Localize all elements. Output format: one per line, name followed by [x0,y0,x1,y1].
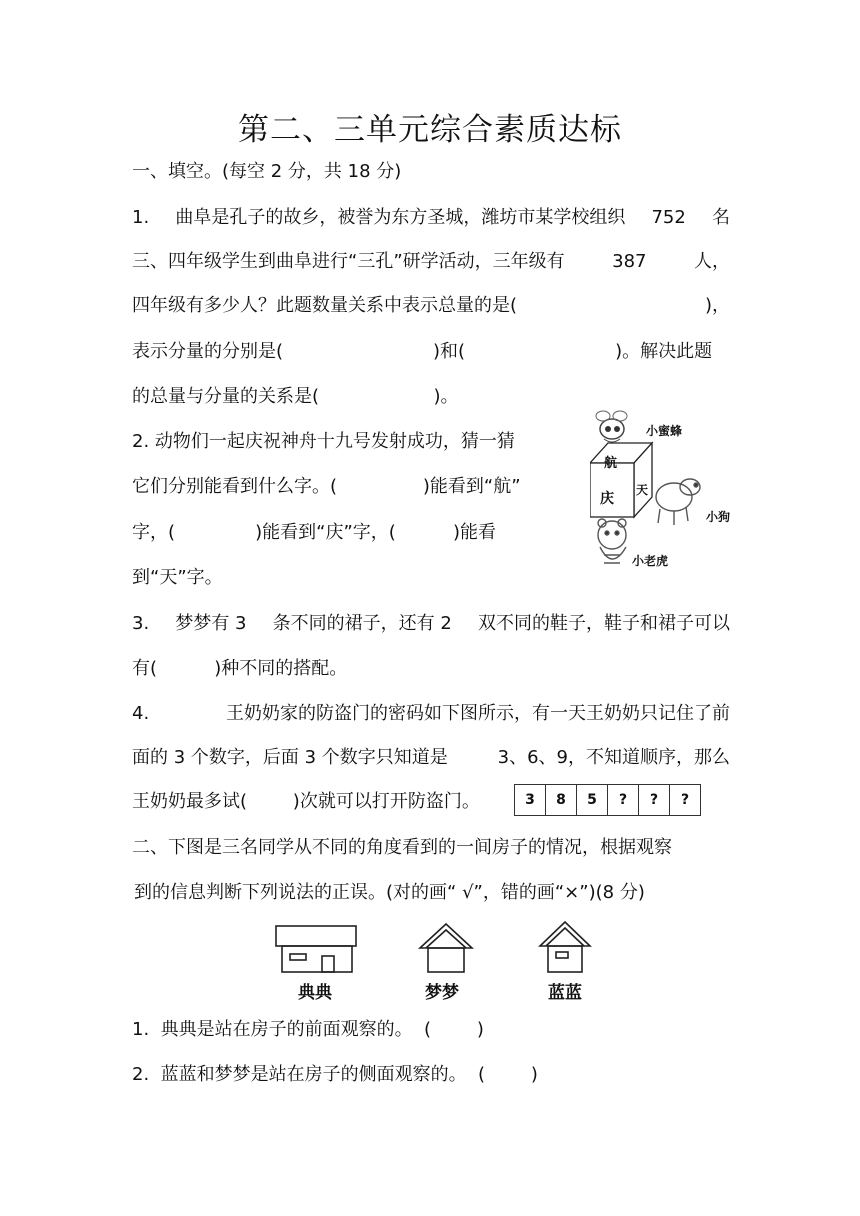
code-digit: 5 [577,785,608,815]
code-digit: 3 [515,785,546,815]
text: 3、6、9，不知道顺序，那么 [497,747,730,768]
q1-line3 [132,294,730,318]
text: )， [704,295,730,316]
house-side-icon-2 [540,922,590,972]
q3-line2: 有( )种不同的搭配。 [132,658,348,679]
text: )。解决此题 [615,341,713,362]
q2-line4: 到“天”字。 [132,567,223,588]
q2-line3: 字，( )能看到“庆”字，( )能看 [132,522,497,543]
house-label-lanlan: 蓝蓝 [548,983,582,1003]
tiger-icon [598,519,626,563]
q2-line2: 它们分别能看到什么字。( )能看到“航” [132,476,521,497]
bee-label: 小蜜蜂 [646,424,683,438]
houses-figure [270,918,600,980]
text: 王奶奶家的防盗门的密码如下图所示，有一天王奶奶只记住了前 [226,703,730,724]
q2-line1: 2. 动物们一起庆祝神舟十九号发射成功，猜一猜 [132,431,515,452]
section2-line2: 到的信息判断下列说法的正误。(对的画“ √”，错的画“×”)(8 分) [134,882,645,903]
text: 4. [132,703,150,724]
text: 752 [651,207,686,228]
text: 表示分量的分别是( [132,341,284,362]
q4-line3: 王奶奶最多试( )次就可以打开防盗门。 [132,791,480,812]
q4-line2 [132,746,730,770]
house-label-mengmeng: 梦梦 [425,983,459,1003]
text: 面的 3 个数字，后面 3 个数字只知道是 [132,747,448,768]
text: 双不同的鞋子，鞋子和裙子可以 [477,613,730,634]
section2-q2: 2. 蓝蓝和梦梦是站在房子的侧面观察的。 ( ) [132,1064,538,1085]
tiger-label: 小老虎 [632,554,669,568]
q1-line2 [132,250,730,274]
bee-icon [596,411,627,442]
text: 387 [612,251,647,272]
section2-line1 [132,836,730,860]
house-front-icon [276,926,356,972]
code-digit: ? [680,792,690,808]
q4-line1 [132,702,730,726]
code-digit: ? [608,785,639,815]
code-digit: 8 [546,785,577,815]
text: 条不同的裙子，还有 2 [272,613,452,634]
q1-line4 [132,340,730,364]
text: 3. [132,613,150,634]
text: 二、下图是三名同学从不同的角度看到的一间房子的情况，根据观察 [132,837,672,858]
dog-icon [656,479,700,525]
section2-q1: 1. 典典是站在房子的前面观察的。 ( ) [132,1019,484,1040]
q3-line1 [132,612,730,636]
cube-front-label: 庆 [600,491,614,507]
house-label-diandian: 典典 [298,983,332,1003]
text: 梦梦有 3 [175,613,247,634]
text: 三、四年级学生到曲阜进行“三孔”研学活动，三年级有 [132,251,565,272]
text: 名 [711,207,730,228]
cube-side-label: 天 [636,483,649,497]
q1-line1 [132,206,730,230]
text: )和( [433,341,466,362]
text: 人， [693,251,730,272]
cube-top-label: 航 [604,456,618,471]
code-digit: ? [639,785,670,815]
text: 四年级有多少人？此题数量关系中表示总量的是( [132,295,518,316]
dog-label: 小狗 [706,510,731,524]
password-code-box [514,784,701,816]
house-side-icon-1 [420,924,472,972]
page-title: 第二、三单元综合素质达标 [238,112,622,148]
text: 曲阜是孔子的故乡，被誉为东方圣城，潍坊市某学校组织 [175,207,626,228]
section1-heading: 一、填空。(每空 2 分，共 18 分) [132,161,402,182]
text: 1. [132,207,150,228]
q1-line5: 的总量与分量的关系是( )。 [132,386,459,407]
